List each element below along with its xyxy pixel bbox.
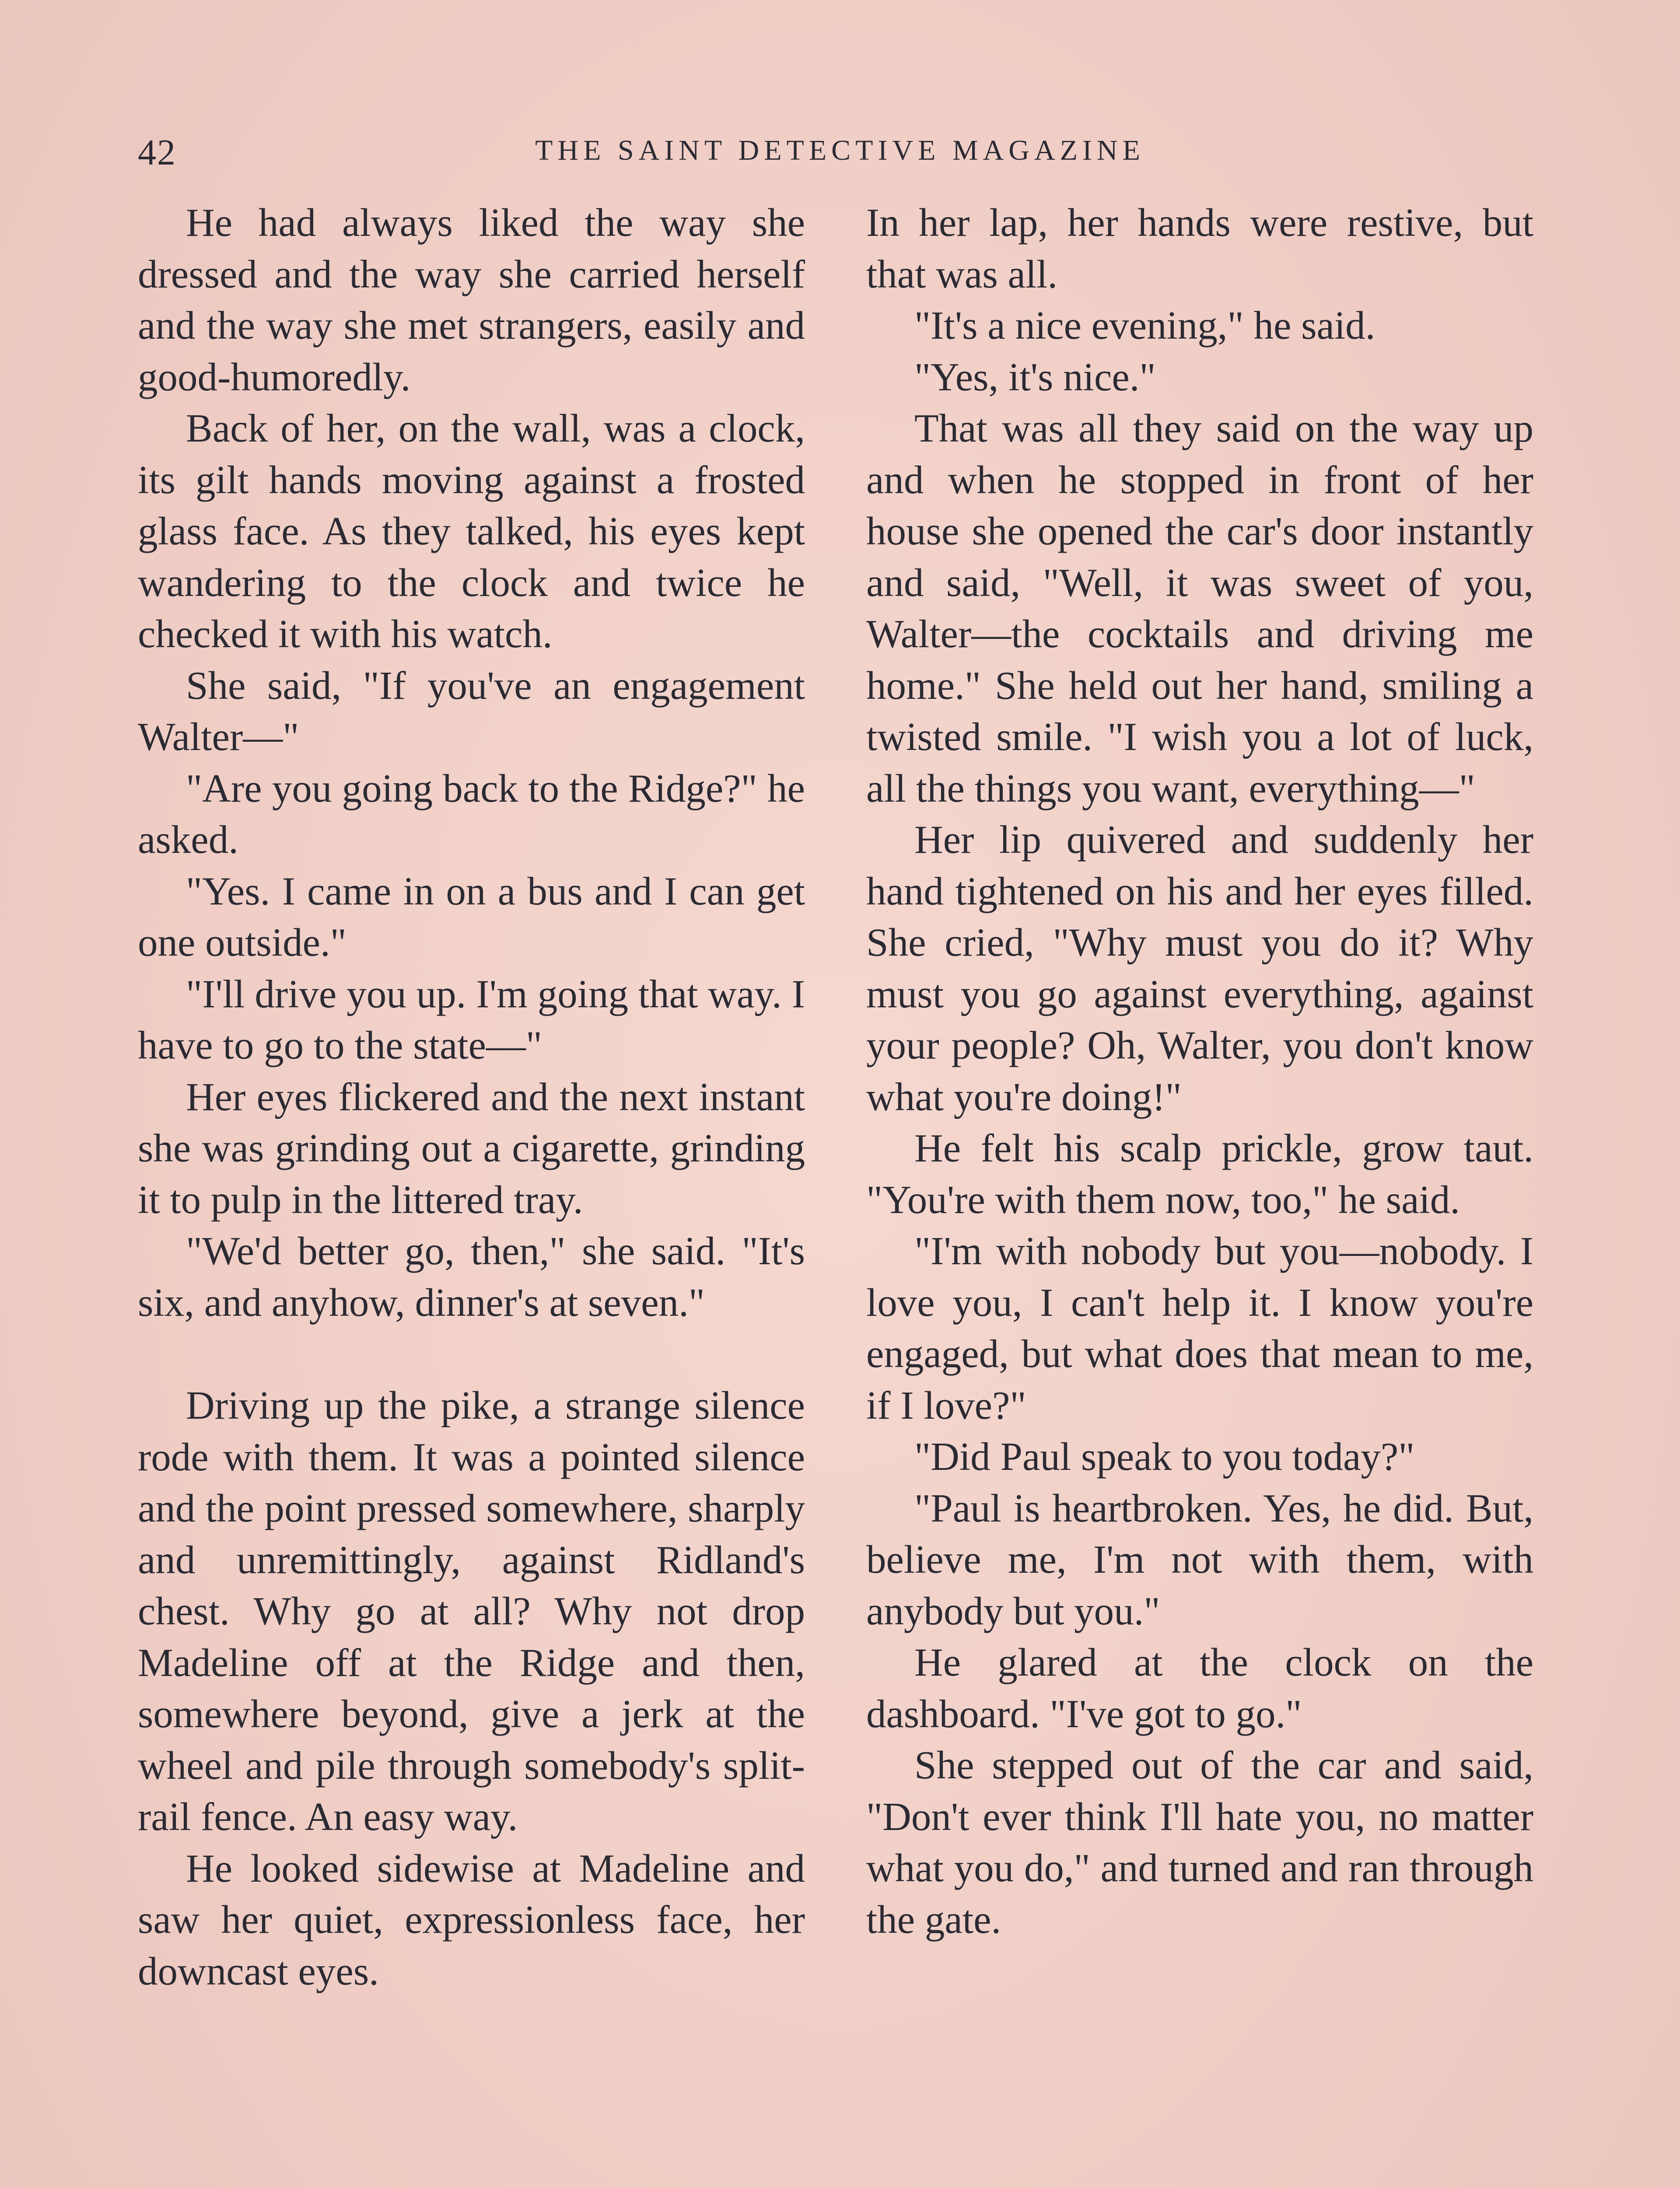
paragraph: "I'll drive you up. I'm going that way. I have to go to the state—" — [138, 971, 805, 1067]
right-column — [866, 197, 1533, 2188]
paragraph: Her eyes flickered and the next instant she was grinding out a cigarette, grinding it to pulp in the littered tray. — [138, 1074, 805, 1222]
paragraph: "It's a nice evening," he said. — [914, 303, 1376, 347]
text-columns — [138, 197, 1542, 2188]
paragraph: She said, "If you've an engagement Walter—" — [138, 663, 805, 759]
paragraph: Back of her, on the wall, was a clock, its gilt hands moving against a frosted glass face. As they talked, his eyes kept wandering to the clock and twice he checked it with his watch. — [138, 406, 805, 656]
page-number: 42 — [138, 132, 176, 173]
paragraph: Driving up the pike, a strange silence rode with them. It was a pointed silence and the point pressed somewhere, sharply and unremittingly, against Ridland's chest. Why go at all? Why not drop Madeline off at the Ridge and then, somewhere beyond, give a jerk at the wheel and pile through somebody's split-rail fence. An easy way. — [138, 1383, 805, 1839]
left-column — [138, 197, 805, 2188]
paragraph: He felt his scalp prickle, grow taut. "You're with them now, too," he said. — [866, 1126, 1533, 1222]
paragraph: He had always liked the way she dressed and the way she carried herself and the way she met strangers, easily and good-humoredly. — [138, 200, 805, 399]
paragraph: He glared at the clock on the dashboard. "I've got to go." — [866, 1640, 1533, 1736]
paragraph: "Are you going back to the Ridge?" he asked. — [138, 766, 805, 862]
paragraph: She stepped out of the car and said, "Don't ever think I'll hate you, no matter what you do," and turned and ran through the gate. — [866, 1743, 1533, 1942]
paragraph: "I'm with nobody but you—nobody. I love you, I can't help it. I know you're engaged, but what does that mean to me, if I love?" — [866, 1229, 1533, 1427]
paragraph: "We'd better go, then," she said. "It's six, and anyhow, dinner's at seven." — [138, 1229, 805, 1325]
paragraph: "Yes, it's nice." — [914, 354, 1156, 399]
paragraph: He looked sidewise at Madeline and saw her quiet, expressionless face, her downcast eyes. — [138, 1846, 805, 1993]
paragraph: "Yes. I came in on a bus and I can get one outside." — [138, 869, 805, 964]
paragraph: "Paul is heartbroken. Yes, he did. But, believe me, I'm not with them, with anybody but you." — [866, 1486, 1533, 1633]
running-head: THE SAINT DETECTIVE MAGAZINE — [535, 134, 1145, 166]
page-header — [138, 131, 1542, 179]
paragraph: "Did Paul speak to you today?" — [914, 1434, 1415, 1479]
paragraph: In her lap, her hands were restive, but that was all. — [866, 200, 1533, 296]
paragraph: Her lip quivered and suddenly her hand tightened on his and her eyes filled. She cried, "Why must you do it? Why must you go against everything, against your people? Oh, Walter, you don't know what you're doing!" — [866, 817, 1533, 1119]
paragraph: That was all they said on the way up and when he stopped in front of her house she opened the car's door instantly and said, "Well, it was sweet of you, Walter—the cocktails and driving me home." She held out her hand, smiling a twisted smile. "I wish you a lot of luck, all the things you want, everything—" — [866, 406, 1533, 810]
